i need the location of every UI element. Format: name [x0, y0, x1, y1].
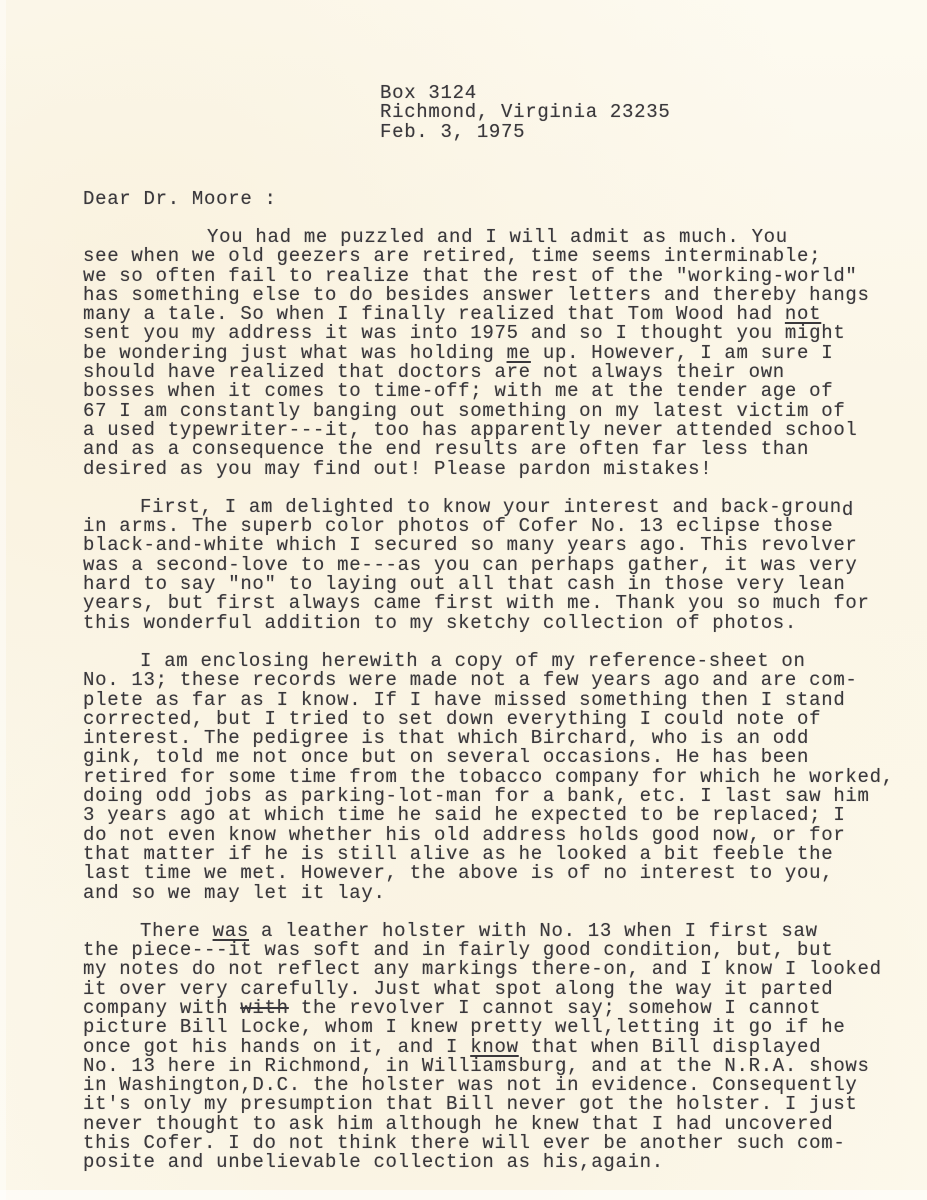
text-segment: 3 years ago at which time he said he expected to be replaced; I: [83, 804, 846, 827]
letter-body: [83, 228, 894, 1192]
text-segment: up. However, I am sure I: [530, 341, 834, 364]
text-segment: No. 13; these records were made not a few years ago and are com-: [83, 669, 858, 692]
underlined-text: know: [470, 1035, 519, 1058]
text-segment: hard to say "no" to laying out all that cash in those very lean: [83, 573, 846, 596]
text-segment: plete as far as I know. If I have missed something then I stand: [83, 688, 846, 711]
text-segment: and so we may let it lay.: [83, 881, 386, 904]
text-segment: No. 13 here in Richmond, in Williamsburg, and at the N.R.A. shows: [83, 1054, 870, 1077]
text-segment: picture Bill Locke, whom I knew pretty well,letting it go if he: [83, 1016, 846, 1039]
text-segment: has something else to do besides answer letters and thereby hangs: [83, 283, 870, 306]
text-segment: doing odd jobs as parking-lot-man for a bank, etc. I last saw him: [83, 785, 870, 808]
text-segment: the piece---it was soft and in fairly good condition, but, but: [83, 939, 834, 962]
text-segment: in Washington,D.C. the holster was not in evidence. Consequently: [83, 1074, 858, 1097]
underlined-text: was: [212, 919, 249, 942]
text-segment: years, but first always came first with me. Thank you so much for: [83, 592, 870, 615]
text-segment: last time we met. However, the above is of no interest to you,: [83, 862, 834, 885]
text-segment: company with: [83, 996, 241, 1019]
sender-line: Box 3124: [380, 82, 477, 104]
typed-line: [83, 457, 894, 480]
typed-line: [83, 1153, 894, 1172]
text-segment: in arms. The superb color photos of Cofer No. 13 eclipse those: [83, 515, 834, 538]
text-segment: gink, told me not once but on several occasions. He has been: [83, 746, 810, 769]
text-segment: posite and unbelievable collection as his,again.: [83, 1151, 664, 1174]
text-segment: never thought to ask him although he knew that I had uncovered: [83, 1112, 834, 1135]
sender-line: Feb. 3, 1975: [380, 120, 526, 143]
sender-address-block: [380, 84, 670, 142]
text-segment: was a second-love to me---as you can perhaps gather, it was very: [83, 553, 858, 576]
text-segment: my notes do not reflect any markings there-on, and I know I looked: [83, 958, 882, 981]
typed-line: [83, 881, 894, 904]
text-segment: this wonderful addition to my sketchy collection of photos.: [83, 611, 798, 634]
text-segment: a leather holster with No. 13 when I first saw: [248, 919, 818, 942]
text-segment: should have realized that doctors are not always their own: [83, 361, 785, 384]
salutation: Dear Dr. Moore :: [83, 188, 277, 210]
paragraph: [83, 649, 894, 904]
text-segment: You had me puzzled and I will admit as much. You: [207, 226, 788, 248]
underlined-text: not: [784, 303, 822, 326]
text-segment: desired as you may find out! Please pardon mistakes!: [83, 457, 713, 480]
text-segment: this Cofer. I do not think there will ever be another such com-: [83, 1132, 846, 1155]
text-segment: bosses when it comes to time-off; with me at the tender age of: [83, 380, 834, 403]
struck-text: with: [240, 996, 289, 1019]
text-segment: do not even know whether his old address holds good now, or for: [83, 823, 846, 846]
text-segment: corrected, but I tried to set down everything I could note of: [83, 707, 822, 730]
text-segment: once got his hands on it, and I: [83, 1035, 471, 1058]
text-segment: it over very carefully. Just what spot along the way it parted: [83, 977, 834, 1000]
text-segment: retired for some time from the tobacco company for which he worked,: [83, 765, 894, 788]
text-segment: There: [140, 919, 213, 942]
typed-line: [83, 611, 894, 634]
sender-line: Richmond, Virginia 23235: [380, 101, 671, 124]
text-segment: that matter if he is still alive as he looked a bit feeble the: [83, 842, 834, 865]
text-segment: First, I am delighted to know your interest and back-groun: [140, 495, 842, 518]
text-segment: sent you my address it was into 1975 and so I thought you might: [83, 322, 846, 345]
paragraph: [83, 919, 894, 1174]
text-segment: and as a consequence the end results are often far less than: [83, 438, 810, 461]
text-segment: we so often fail to realize that the rest of the "working-world": [83, 264, 858, 287]
text-segment: a used typewriter---it, too has apparently never attended school: [83, 418, 858, 441]
paragraph: [83, 495, 894, 634]
text-segment: many a tale. So when I finally realized that Tom Wood had: [83, 303, 785, 326]
text-segment: I am enclosing herewith a copy of my reference-sheet on: [140, 649, 806, 672]
text-segment: it's only my presumption that Bill never got the holster. I just: [83, 1093, 858, 1116]
underlined-text: me: [506, 341, 531, 364]
text-segment: the revolver I cannot say; somehow I cannot: [288, 996, 822, 1019]
text-segment: black-and-white which I secured so many years ago. This revolver: [83, 534, 858, 557]
text-segment: interest. The pedigree is that which Birchard, who is an odd: [83, 727, 810, 750]
text-segment: that when Bill displayed: [518, 1035, 822, 1058]
text-segment: be wondering just what was holding: [83, 341, 507, 364]
text-segment: d: [841, 498, 855, 521]
paragraph: [83, 228, 894, 479]
text-segment: 67 I am constantly banging out something on my latest victim of: [83, 399, 846, 422]
text-segment: see when we old geezers are retired, time seems interminable;: [83, 245, 822, 268]
